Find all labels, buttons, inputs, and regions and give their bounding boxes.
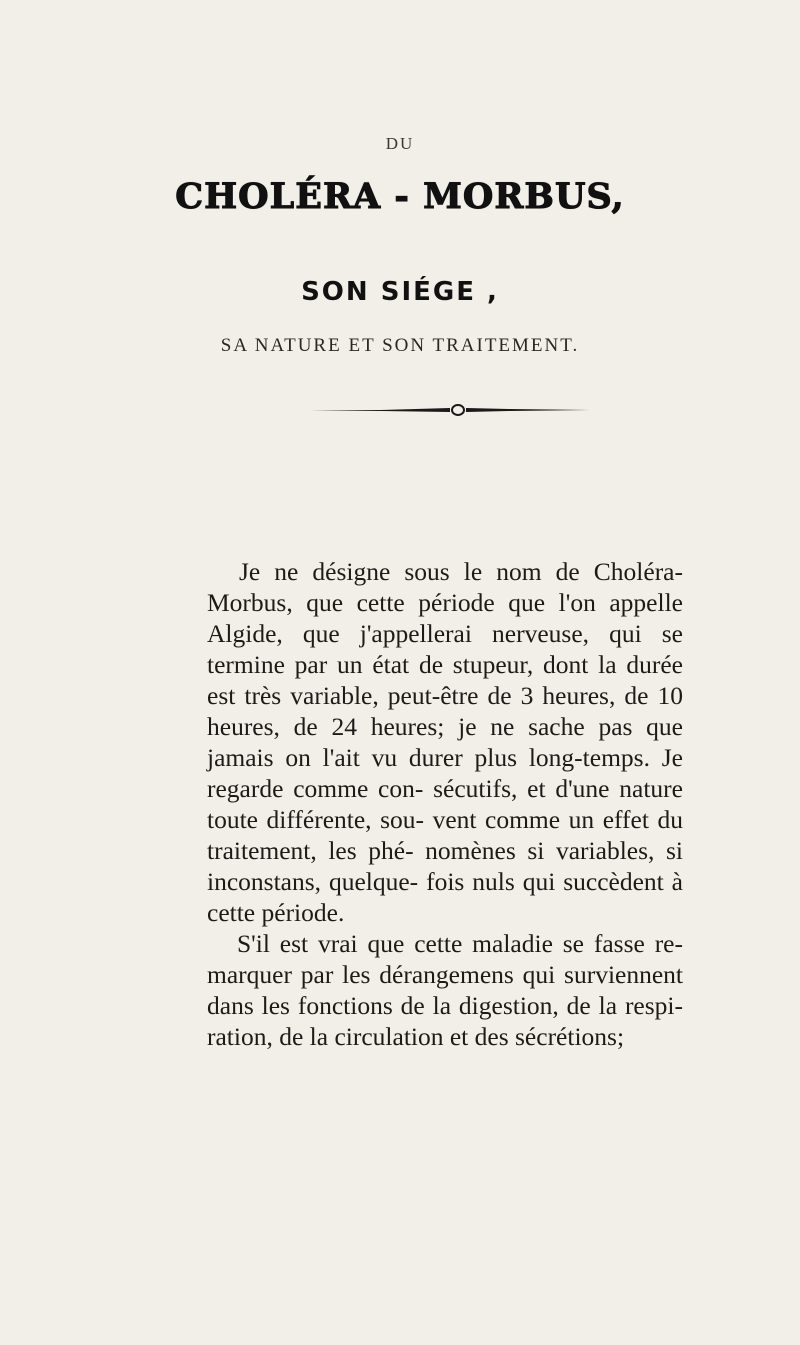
rule-center-ornament	[452, 405, 464, 415]
main-title: CHOLÉRA - MORBUS,	[175, 176, 625, 217]
paragraph-2: S'il est vrai que cette maladie se fasse re- marquer par les dérangemens qui surviennent dans les fonctions de la digestion, de la respi- ration, de la circulation et des sécrétions;	[207, 929, 683, 1051]
rule-right	[466, 408, 590, 412]
subtitle-nature: SA NATURE ET SON TRAITEMENT.	[220, 335, 580, 356]
ornamental-rule	[310, 402, 610, 418]
title-prefix: DU	[385, 134, 415, 153]
rule-left	[310, 408, 450, 412]
paragraph-1: Je ne désigne sous le nom de Choléra-Morbus, que cette période que l'on appelle Algide, que j'appellerai nerveuse, qui se termine par un état de stupeur, dont la durée est très variable, peut-être de 3 heures, de 10 heures, de 24 heures; je ne sache pas que jamais on l'ait vu durer plus long-temps. Je regarde comme con- sécutifs, et d'une nature toute différente, sou- vent comme un effet du traitement, les phé- nomènes si variables, si inconstans, quelque- fois nuls qui succèdent à cette période.	[207, 557, 683, 927]
subtitle-siege: SON SIÉGE ,	[301, 277, 499, 307]
body-text	[207, 556, 683, 1052]
